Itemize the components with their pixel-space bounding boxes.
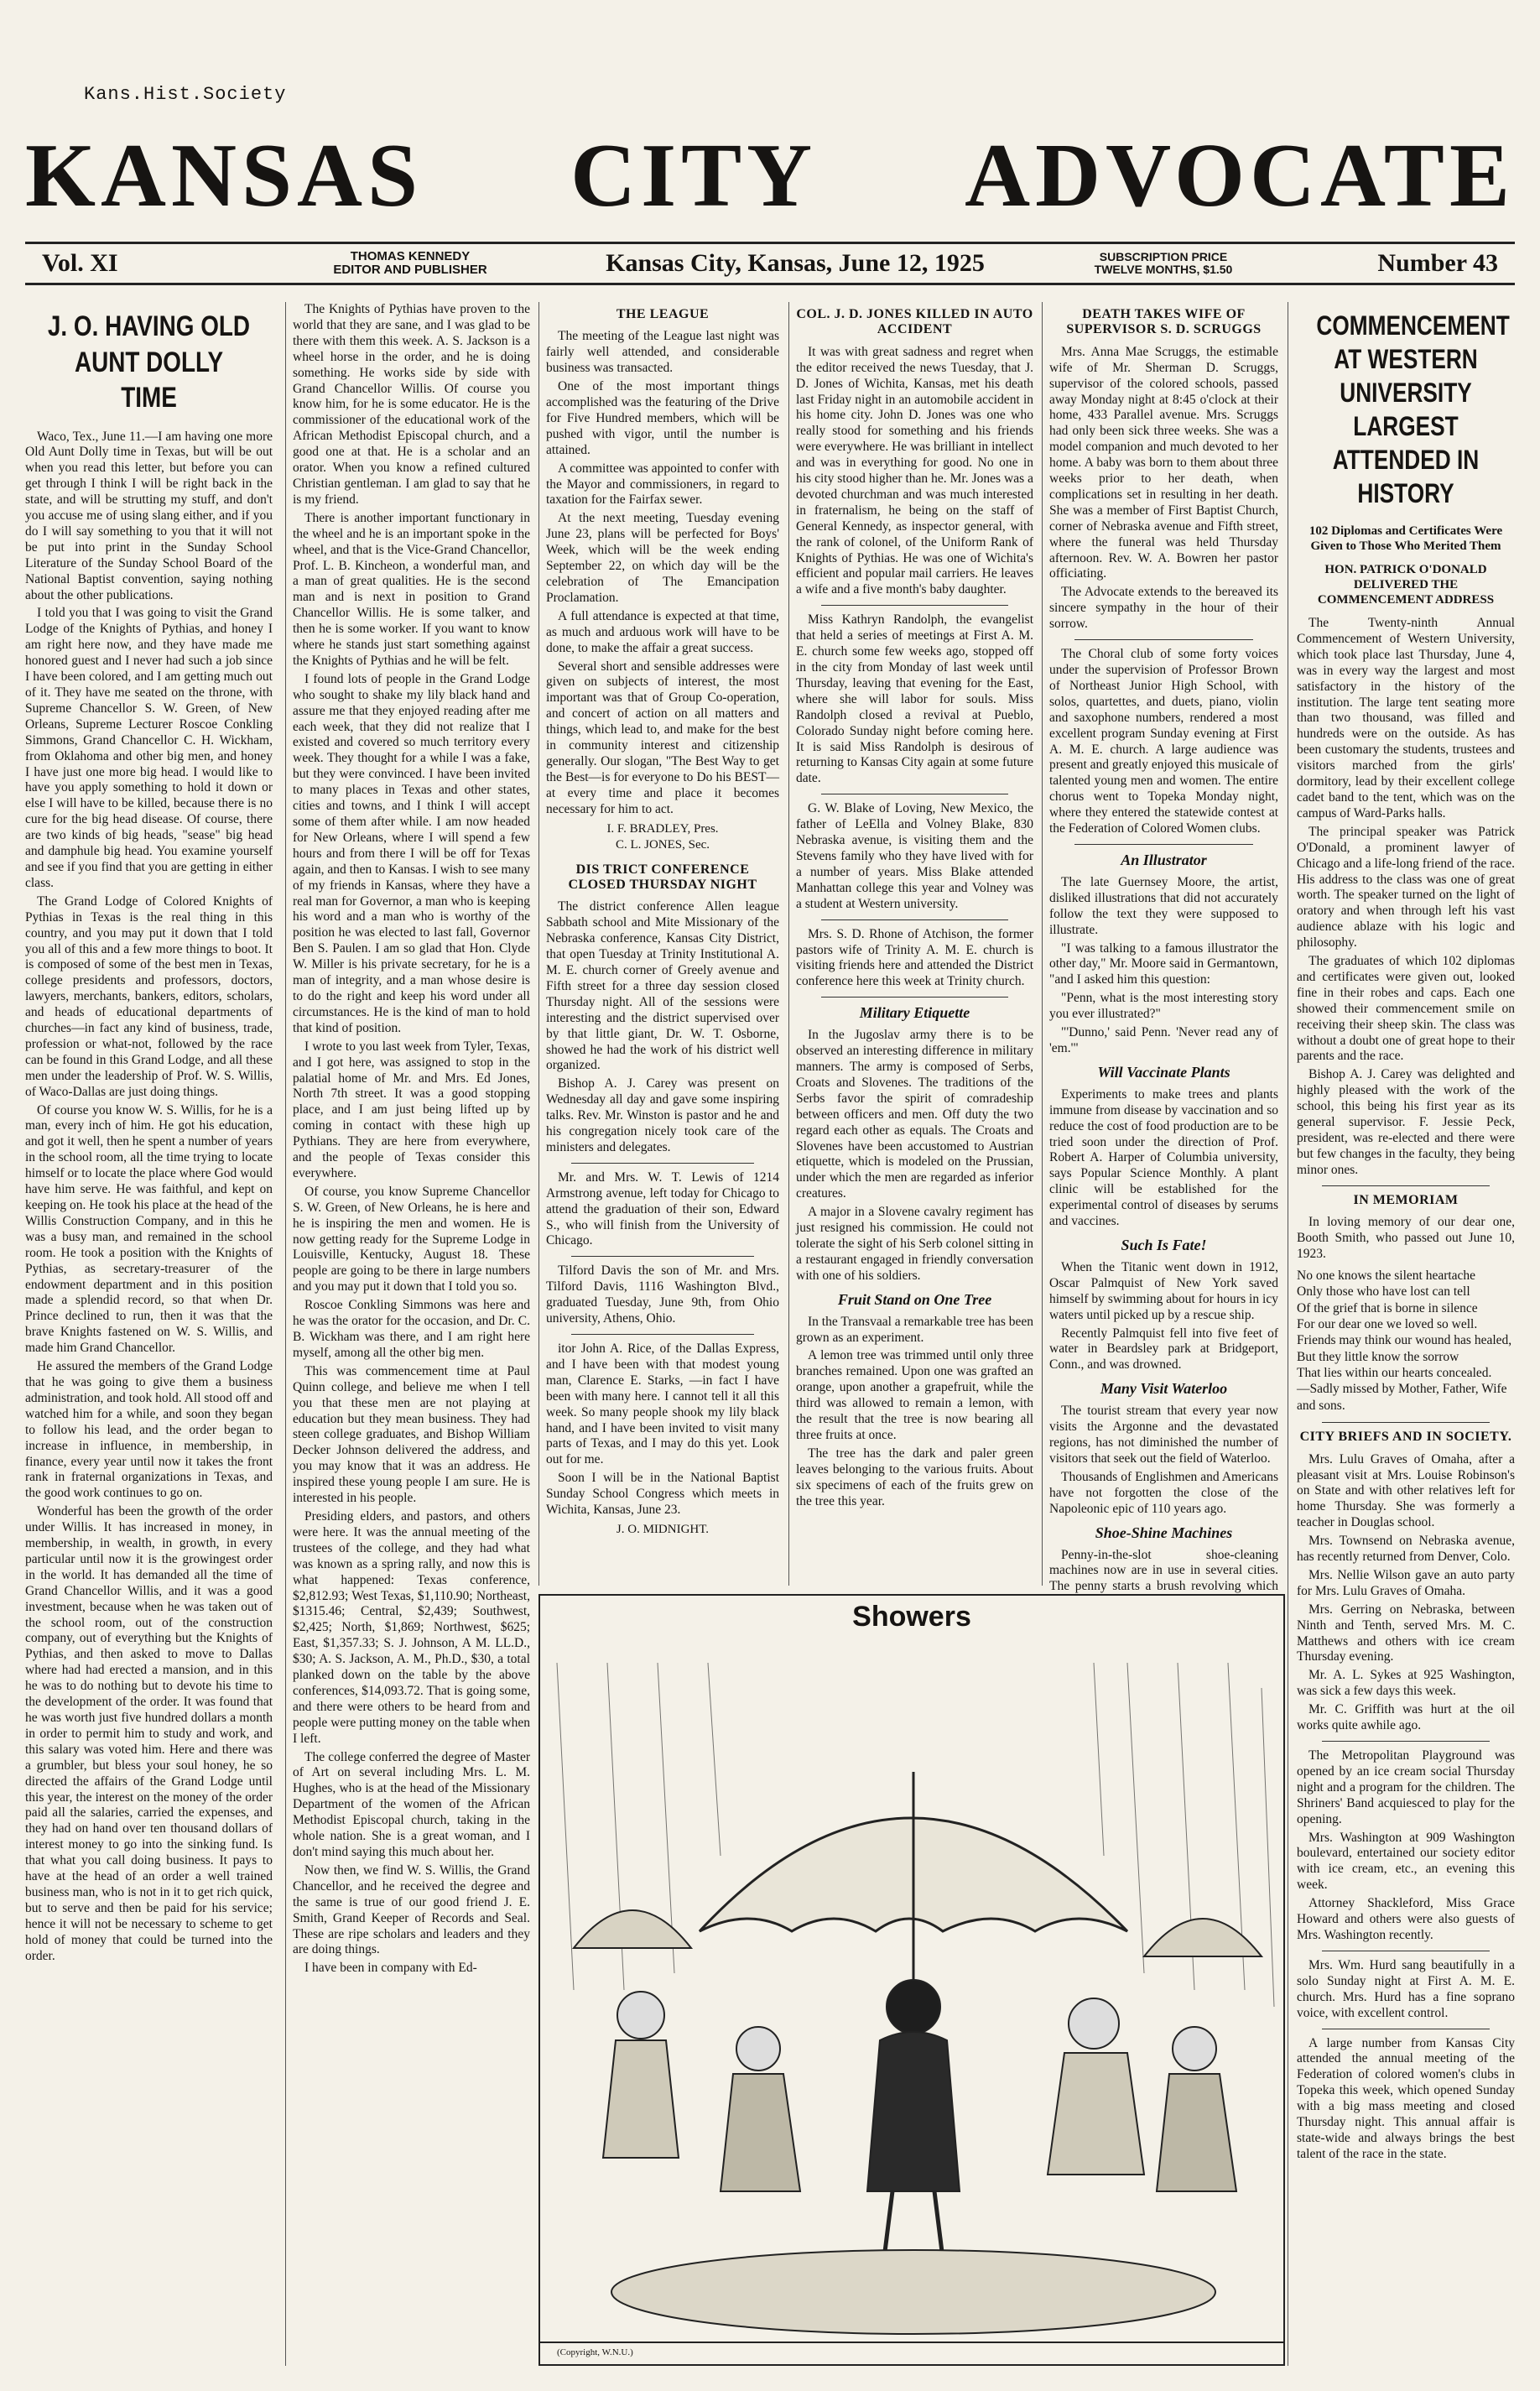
headline-illustrator: An Illustrator [1121,851,1207,868]
cartoon-credit: (Copyright, W.N.U.) [557,2347,633,2357]
headline-league: THE LEAGUE [616,307,710,321]
article-paragraph: Bishop A. J. Carey was present on Wednesday all day and gave some inspiring talks. Rev. Mr. Winston is pastor and he and his congregation nicely took care of the ministers and delegates. [546,1076,779,1154]
divider [1322,1185,1490,1186]
article-paragraph: Wonderful has been the growth of the order under Willis. It has increased in money, in membership, in wealth, in growth, in every particular until now it is the growingest order in the world. It has demanded all the time of Grand Chancellor Willis, and it was a good investment, because when he was taken out of the school room, out of the construction company, out of everything but the Knights of Pythias, and then asked to move to Dallas where had had erected a mansion, and in this he was to do nothing but to devote his time to the development of the order. It was found that he was worth just five hundred dollars a month in order to permit him to study and work, and this salary was voted him. Here and there was a grumbler, but bless your soul honey, he so directed the affairs of the Grand Lodge until this year, the interest on the money of the order paid all the salaries, carried the expenses, and they had on hand over ten thousand dollars of interest money to go into the sinking fund. Is that what you call doing business. It pays to have at the head of an order a well trained business man, who is not in it to get rich quick, but to serve and then be paid for his service; hence it will not be necessary to scheme to get hold of money that could be turned into the order. [25,1504,273,1963]
article-paragraph: I have been in company with Ed- [304,1961,477,1976]
divider [1322,1422,1490,1423]
masthead-word-kansas: KANSAS [25,126,424,226]
headline-in-memoriam: IN MEMORIAM [1353,1192,1459,1207]
column-3 [538,302,786,1586]
showers-cartoon [538,1594,1285,2366]
price-value: TWELVE MONTHS, $1.50 [1094,263,1233,276]
volume-label: Vol. XI [42,249,118,277]
article-paragraph: I told you that I was going to visit the Grand Lodge of the Knights of Pythias, and honey I am right here now, and they have made me honored guest and I never had such a job since I have been colored, and I am getting much out of it. They have me seated on the throne, with Supreme Chancellor S. W. Green, of New Orleans, Supreme Lecturer Roscoe Conkling Simmons, Grand Chancellor C. H. Wickham, from Oklahoma and other big men, and honey I have just one more big head. I would like to have you apply something to hold it down or else I will have to be killed, because there is no cure for the big head disease. Of course, there are two kinds of big heads, "sease" big head and damphule big head. You examine yourself and see if you find that you are getting in either class. [25,606,273,890]
article-paragraph: The Grand Lodge of Colored Knights of Pythias in Texas is the real thing in this country, and you may put it down that I told you all of this and a few more things to boot. It is composed of some of the best men in Texas, college presidents and professors, doctors, lawyers, merchants, bankers, editors, scholars, and heads of educational departments of churches—in fact any kind of business, trade, profession or what-not, followed by the race can be found in this Grand Lodge, and all these men under the leadership of Prof. W. S. Willis, of Waco-Dallas are just doing things. [25,893,273,1099]
article-paragraph: Presiding elders, and pastors, and others were here. It was the annual meeting of the trustees of the college, and they had what was known as a spring rally, and now this is what happened: Texas conference, $2,812.93; West Texas, $1,110.90; Northeast, $1315.46; Central, $2,439; Southwest, $2,425; North, $1,869; Northwest, $625; East, $1,357.33; S. J. Johnson, A M. LL.D., $30; A. S. Jackson, A. M., Ph.D., $30, a total planked down on the table by the above conferences, $14,093.72. That is going some, and there were others to be heard from and people were putting money on the table when I left. [293,1508,530,1746]
article-paragraph: The tourist stream that every year now visits the Argonne and the devastated regions, has not diminished the number of visitors that seek out the field of Waterloo. [1049,1404,1278,1466]
memoriam-poem [1297,1268,1515,1414]
column-4 [788,302,1040,1586]
brief-item: Mrs. Gerring on Nebraska, between Ninth and Tenth, served Mrs. M. C. Matthews and others with ice cream Thursday evening. [1297,1602,1515,1664]
article-paragraph: The college conferred the degree of Master of Art on several including Mrs. L. M. Hughes, who is at the head of the Missionary Department of the women of the African Methodist Episcopal church, taking in the whole nation. She is a great woman, and I don't mind saying this much about her. [293,1749,530,1859]
editor-title: EDITOR AND PUBLISHER [333,263,487,277]
issue-number: Number 43 [1377,249,1498,277]
article-paragraph: "Penn, what is the most interesting story you ever illustrated?" [1049,991,1278,1022]
headline-aunt-dolly: J. O. HAVING OLD AUNT DOLLY TIME [47,310,251,414]
article-paragraph: Bishop A. J. Carey was delighted and highly pleased with the work of the school, this being his first year as its general supervisor. F. Jessie Peck, president, was re-elected and there were but few changes in the faculty, they being minor ones. [1297,1067,1515,1177]
place-date: Kansas City, Kansas, June 12, 1925 [606,249,985,277]
league-signatures [546,821,779,854]
columns [25,302,1515,2366]
signature-president: I. F. BRADLEY, Pres. [606,821,719,836]
article-paragraph: A lemon tree was trimmed until only three branches remained. Upon one was grafted an orange, upon another a grapefruit, while the third was allowed to remain a lemon, with the result that the tree is now bearing all three fruits at once. [796,1348,1033,1442]
brief-randolph: Miss Kathryn Randolph, the evangelist that held a series of meetings at First A. M. E. church some few weeks ago, stopped off in the city from Monday of last week until Thursday, leaving that evening for the East, where she will labor for souls. Miss Randolph closed a revival at Pueblo, Colorado Sunday night before coming here. It is said Miss Randolph is desirous of returning to Kansas City again at some future date. [796,612,1033,786]
memoriam-text: In loving memory of our dear one, Booth Smith, who passed out June 10, 1923. [1297,1215,1515,1261]
masthead [25,126,1515,227]
brief-item: Mrs. Washington at 909 Washington boulevard, entertained our society editor with ice cream, etc., an evening this week. [1297,1830,1515,1893]
article-paragraph: itor John A. Rice, of the Dallas Express, and I have been with that modest young man, Clarence E. Starks, —in fact I have been with many here. I cannot tell it all this week. So many people shook my lily black hand, and I have been invited to visit many parts of Texas, and I may do this yet. Look out for me. [546,1341,779,1467]
headline-death-scruggs: DEATH TAKES WIFE OF SUPERVISOR S. D. SCRUGGS [1066,307,1262,337]
headline-jones-killed: COL. J. D. JONES KILLED IN AUTO ACCIDENT [796,307,1033,337]
article-paragraph: A major in a Slovene cavalry regiment has just resigned his commission. He could not tolerate the sight of his Serb colonel sitting in a restaurant engaged in friendly conversation with one of his soldiers. [796,1205,1033,1283]
brief-item: The Metropolitan Playground was opened by an ice cream social Thursday night and a program for the children. The Shriners' Band acquiesced to play for the opening. [1297,1748,1515,1826]
masthead-word-advocate: ADVOCATE [965,126,1515,226]
brief-item: Mrs. Townsend on Nebraska avenue, has recently returned from Denver, Colo. [1297,1534,1515,1565]
divider [1074,844,1253,845]
masthead-word-city: CITY [570,126,818,226]
brief-item: Mrs. Nellie Wilson gave an auto party for Mrs. Lulu Graves of Omaha. [1297,1567,1515,1598]
article-paragraph: Several short and sensible addresses were given on subjects of interest, the most important was that of Group Co-operation, and concert of action on all matters and things, which lead to, and make for the best in community interest and citizenship generally. Our slogan, "The Best Way to get the Best—is for everyone to Do his BEST—at every time and place it becomes necessary for him to act. [546,659,779,816]
headline-such-is-fate: Such Is Fate! [1121,1237,1207,1253]
poem-line: But they little know the sorrow [1297,1349,1459,1364]
price-label: SUBSCRIPTION PRICE [1099,249,1228,263]
article-paragraph: Of course you know W. S. Willis, for he is a man, every inch of him. He got his education, and got it well, then he spent a number of years in the school room, all the time trying to locate himself or to locate the place where God would have him serve. He was faithful, and kept on keeping on. He took his place at the head of the Willis Construction Company, and in this he was a busy man, and remained in the school room. He took a position with the Knights of Pythias, as secretary-treasurer of the endowment department and in this position made a splendid record, so that when Dr. Prince declined to run, then it was that the brave Knights fastened on W. S. Willis, and made him Grand Chancellor. [25,1102,273,1356]
article-paragraph: The late Guernsey Moore, the artist, disliked illustrations that did not accurately follow the text they were supposed to illustrate. [1049,874,1278,937]
article-paragraph: He assured the members of the Grand Lodge that he was going to give them a business administration, and took hold. All stood off and watched him for a while, and soon they began to follow his lead, and the order began to increase in influence, in membership, in finance, every year until now it takes the front rank in fraternal organizations in Texas, and the good work continues to go on. [25,1359,273,1501]
headline-fruit-stand: Fruit Stand on One Tree [837,1290,992,1308]
brief-item: A large number from Kansas City attended the annual meeting of the Federation of colored women's clubs in Topeka this week, which opened Sunday with a big mass meeting and closed Thursday night. This annual affair is state-wide and always brings the best talent of the race in the state. [1297,2035,1515,2161]
article-paragraph: The Advocate extends to the bereaved its sincere sympathy in the hour of their sorrow. [1049,585,1278,632]
poem-line: For our dear one we loved so well. [1297,1316,1478,1331]
article-paragraph: The Twenty-ninth Annual Commencement of Western University, which took place last Thursday, June 4, was in every way the largest and most satisfactory in the history of the institution. The large tent seating more than two thousand, was filled and hundreds were on the outside. As has been customary the students, trustees and visitors marched from the girls' dormitory, lead by their excellent college cadet band to the tent, which was on the campus of Ward-Parks halls. [1297,616,1515,820]
article-paragraph: There is another important functionary in the wheel and he is an important spoke in the wheel, and that is the Vice-Grand Chancellor, Prof. L. B. Kincheon, a wonderful man, and a man of great qualities. He is the second man and is next in position to Grand Chancellor Willis. He is some talker, and then he is some worker. If you want to know where he stands just start something against the Knights of Pythias and he will be felt. [293,510,530,668]
poem-line: No one knows the silent heartache [1297,1268,1476,1283]
subscription-price [1071,251,1256,277]
poem-line: —Sadly missed by Mother, Father, Wife and sons. [1297,1382,1507,1413]
article-paragraph: In the Jugoslav army there is to be observed an interesting difference in military manners. The army is composed of Serbs, Croats and Slovenes. The traditions of the Serbs favor the spirit of comradeship between officers and men. Off duty the two regard each other as equals. The Croats and Slovenes have been accustomed to Austrian etiquette, which is modeled on the Prussian, under which the men are regarded as inferior creatures. [796,1028,1033,1201]
poem-line: That lies within our hearts concealed. [1297,1366,1492,1381]
divider [571,1334,754,1335]
poem-line: Of the grief that is borne in silence [1297,1300,1478,1315]
column-5 [1042,302,1285,1594]
article-paragraph: The principal speaker was Patrick O'Donald, a prominent lawyer of Chicago and a life-long friend of the race. His address to the class was one of great worth. The speaker turned on the light of oratory and when through left his vast audience ablaze with his logic and philosophy. [1297,824,1515,951]
article-paragraph: Mrs. Anna Mae Scruggs, the estimable wife of Mr. Sherman D. Scruggs, supervisor of the colored schools, passed away Monday night at 8:45 o'clock at their home, 433 Parallel avenue. Mrs. Scruggs had only been sick three weeks. She was a model companion and much devoted to her home. A baby was born to them about three weeks prior to her death, when complications set in resulting in her death. She was a member of First Baptist Church, corner of Nebraska avenue and Fifth street, where the funeral was held Thursday afternoon. Rev. W. A. Bowren her pastor officiating. [1049,344,1278,581]
subhead-odonald: HON. PATRICK O'DONALD DELIVERED THE COMMENCEMENT ADDRESS [1317,563,1495,607]
divider [1322,1741,1490,1742]
cartoon-illustration [540,1654,1283,2364]
divider [821,919,1008,920]
poem-line: Friends may think our wound has healed, [1297,1333,1512,1348]
article-paragraph: Recently Palmquist fell into five feet of water in Beardsley park at Bridgeport, Conn., and was drowned. [1049,1326,1278,1373]
article-paragraph: Soon I will be in the National Baptist Sunday School Congress which meets in Wichita, Kansas, June 23. [546,1471,779,1518]
article-paragraph: Of course, you know Supreme Chancellor S. W. Green, of New Orleans, he is here and he is inspiring the men and women. He is now getting ready for the Supreme Lodge in Louisville, Kentucky, August 18. These people are going to be there in large numbers and you may put it down that I told you so. [293,1184,530,1294]
library-stamp: Kans.Hist.Society [84,84,287,105]
headline-vaccinate-plants: Will Vaccinate Plants [1097,1063,1230,1081]
article-paragraph: A committee was appointed to confer with the Mayor and commissioners, in regard to taxation for the Fairfax sewer. [546,461,779,508]
article-paragraph: One of the most important things accomplished was the featuring of the Drive for Five Hundred members, which will be pushed with vigor, until the number is attained. [546,379,779,457]
article-paragraph: Penny-in-the-slot shoe-cleaning machines now are in use in several cities. The penny starts a brush revolving which [1049,1547,1278,1594]
article-paragraph: A full attendance is expected at that time, as much and arduous work will have to be done, to make the affair a great success. [546,608,779,655]
headline-commencement: COMMENCEMENT AT WESTERN UNIVERSITY LARGEST ATTENDED IN HISTORY [1316,310,1510,508]
headline-waterloo: Many Visit Waterloo [1100,1380,1228,1398]
dateline-bar [25,242,1515,285]
divider [1074,639,1253,640]
article-paragraph: The district conference Allen league Sabbath school and Mite Missionary of the Nebraska conference, Kansas City District, that open Tuesday at Trinity Institutional A. M. E. church corner of Greely avenue and Fifth street for a three day session closed Thursday night. All of the sessions were interesting and the district supervised over by that little giant, Dr. W. T. Osborne, showed he had the work of his district well organized. [546,899,779,1073]
headline-district-conference: DIS TRICT CONFERENCE CLOSED THURSDAY NIGHT [568,862,757,892]
article-paragraph: The meeting of the League last night was fairly well attended, and considerable business was transacted. [546,329,779,376]
article-paragraph: Waco, Tex., June 11.—I am having one more Old Aunt Dolly time in Texas, but will be out when you read this letter, but before you can get through I think I will be right back in the state, and will be strutting my stuff, and don't you accuse me of using slang either, and if you do I will say something to you that it will not be put into print in the Sunday School Literature of the Sunday School Board of the National Baptist convention, saying nothing about the other publications. [25,429,273,602]
divider [821,997,1008,998]
article-paragraph: The tree has the dark and paler green leaves belonging to the various fruits. About six specimens of each of the fruits grew on the tree this year. [796,1446,1033,1508]
column-2 [285,302,537,2366]
article-paragraph: This was commencement time at Paul Quinn college, and believe me when I tell you that these men are not playing at education but they mean business. They had steen college graduates, and Bishop William Decker Johnson delivered the address, and you may know that it was an address. He inspired these young people I am sure. He is interested in his people. [293,1363,530,1506]
brief-item: Mrs. Wm. Hurd sang beautifully in a solo Sunday night at First A. M. E. church. Mrs. Hurd has a fine soprano voice, with excellent control. [1297,1957,1515,2020]
brief-blake: G. W. Blake of Loving, New Mexico, the father of LeElla and Volney Blake, 830 Nebraska avenue, is visiting them and the Stevens family who they have lived with for a number of years. Miss Blake attended Manhattan college this year and Volney was a student at Western university. [796,801,1033,911]
brief-rhone: Mrs. S. D. Rhone of Atchison, the former pastors wife of Trinity A. M. E. church is visiting friends here and attended the District conference here this week at Trinity church. [796,926,1033,989]
article-paragraph: "'Dunno,' said Penn. 'Never read any of 'em.'" [1049,1025,1278,1055]
article-paragraph: At the next meeting, Tuesday evening June 23, plans will be perfected for Boys' Week, which will be the week ending September 22, on which day will be the celebration of The Emancipation Proclamation. [546,511,779,605]
article-paragraph: Now then, we find W. S. Willis, the Grand Chancellor, and he received the degree and the same is true of our good friend J. E. Smith, Grand Keeper of Records and Seal. These are ripe scholars and leaders and they are doing things. [293,1862,530,1957]
divider [571,1256,754,1257]
article-paragraph: In the Transvaal a remarkable tree has been grown as an experiment. [796,1314,1033,1345]
article-paragraph: The Knights of Pythias have proven to the world that they are sane, and I was glad to be there with them this week. A. S. Jackson is a wheel horse in the order, and he is doing something. He works side by side with Grand Chancellor Willis. Of course you know him, for he is some educator. He is the commissioner of the educational work of the African Methodist Episcopal church, and a good one at that. He is a scholar and an orator. When you know a refined cultured Christian gentleman. I am glad to say that he is my friend. [293,302,530,507]
brief-item: Attorney Shackleford, Miss Grace Howard and others were also guests of Mrs. Washington recently. [1297,1896,1515,1942]
article-paragraph: Thousands of Englishmen and Americans have not forgotten the close of the Napoleonic epic of 110 years ago. [1049,1469,1278,1516]
column-6 [1288,302,1515,2366]
article-paragraph: When the Titanic went down in 1912, Oscar Palmquist of New York saved himself by swimming about for hours in icy waters until picked up by a rescue ship. [1049,1259,1278,1322]
article-paragraph: Roscoe Conkling Simmons was here and he was the orator for the occasion, and Dr. C. B. Wickham was there, and I am right here myself, among all the other big men. [293,1298,530,1360]
cartoon-title: Showers [852,1601,971,1633]
article-paragraph: It was with great sadness and regret when the editor received the news Tuesday, that J. D. Jones of Wichita, Kansas, met his death last Friday night in an automobile accident in his home city. John D. Jones was one who really stood for something and his friends were everywhere. He was brilliant in intellect and was in everything for good. No one in his city stood higher than he. Mr. Jones was a devoted churchman and was much interested in fraternalism, he being on the staff of General Kennedy, as inspector general, with the rank of colonel, of the Uniform Rank of Knights of Pythias. He was one of Wichita's efficient and popular mail carriers. He leaves a wife and a five month's baby daughter. [796,344,1033,597]
article-paragraph: "I was talking to a famous illustrator the other day," Mr. Moore said in Germantown, "and I asked him this question: [1049,940,1278,987]
editor-credit [301,250,519,277]
brief-lewis: Mr. and Mrs. W. T. Lewis of 1214 Armstrong avenue, left today for Chicago to attend the graduation of their son, Edward S., who will finish from the University of Chicago. [546,1169,779,1248]
divider [821,605,1008,606]
brief-davis: Tilford Davis the son of Mr. and Mrs. Tilford Davis, 1116 Washington Blvd., graduated Tuesday, June 9th, from Ohio university, Athens, Ohio. [546,1263,779,1326]
headline-shoe-shine: Shoe-Shine Machines [1095,1524,1233,1541]
brief-item: Mr. A. L. Sykes at 925 Washington, was sick a few days this week. [1297,1668,1515,1699]
headline-city-briefs: CITY BRIEFS AND IN SOCIETY. [1299,1430,1512,1445]
headline-military-etiquette: Military Etiquette [859,1004,970,1022]
brief-item: Mr. C. Griffith was hurt at the oil works quite awhile ago. [1297,1702,1515,1733]
brief-item: Mrs. Lulu Graves of Omaha, after a pleasant visit at Mrs. Louise Robinson's on State and with other relatives left for home Thursday. She was formerly a teacher in Douglas school. [1297,1451,1515,1530]
signature-midnight: J. O. MIDNIGHT. [616,1522,710,1536]
article-paragraph: I wrote to you last week from Tyler, Texas, and I got here, was assigned to stop in the palatial home of Mr. and Mrs. Ed Jones, North 7th street. It was a good stopping place, and I am just being lifted up by coming in contact with these high up Pythians. They are here from everywhere, and the people of Texas consider this everywhere. [293,1039,530,1180]
article-paragraph: I found lots of people in the Grand Lodge who sought to shake my lily black hand and assure me that they enjoyed reading after me each week, that they did not realize that I existed and covered so much territory every week. They thought for a while I was a fake, but they were convinced. I have been invited to many places in Texas and other states, cities and towns, and I think I will accept some of them after while. I am now headed for New Orleans, where I will spend a few hours and from there I will be off for Texas again, and then to Kansas. I wish to see many of my friends in Kansas, where they have a real man for Governor, a man who is keeping his word and a man who is worthy of the position he was elected to last fall, Governor Ben S. Paulen. I am so glad that Hon. Clyde W. Miller is his private secretary, for he is a man of integrity, and a man whose desire is to do the right and keep his word under all circumstances. He is the kind of man to hold that kind of position. [293,671,530,1035]
article-paragraph: The graduates of which 102 diplomas and certificates were given out, looked fine in their robes and caps. Each one showed their commencement smile on receiving their sheep skin. The class was without a doubt one of great hope to their parents and the race. [1297,954,1515,1064]
column-1 [25,302,281,2366]
article-paragraph: Experiments to make trees and plants immune from disease by vaccination and so reduce the cost of food production are to be tried soon under the direction of Prof. Robert A. Harper of Columbia university, says Popular Science Monthly. A plant clinic will be established for the experimental control of diseases by serums and vaccines. [1049,1086,1278,1229]
signature-secretary: C. L. JONES, Sec. [615,838,710,852]
divider [571,1163,754,1164]
brief-choral: The Choral club of some forty voices under the supervision of Professor Brown of Northeast Junior High School, with solos, quartettes, and duets, piano, violin and saxophone numbers, rendered a most excellent program Sunday evening at First A. M. E. church. A large audience was present and greatly enjoyed this musicale of talented young men and women. The entire chorus went to Topeka Monday night, where they entered the statewide contest at the Federation of Colored Women clubs. [1049,647,1278,836]
editor-name: THOMAS KENNEDY [350,249,471,264]
subhead-diplomas: 102 Diplomas and Certificates Were Given to Those Who Merited Them [1308,524,1503,553]
poem-line: Only those who have lost can tell [1297,1284,1470,1300]
